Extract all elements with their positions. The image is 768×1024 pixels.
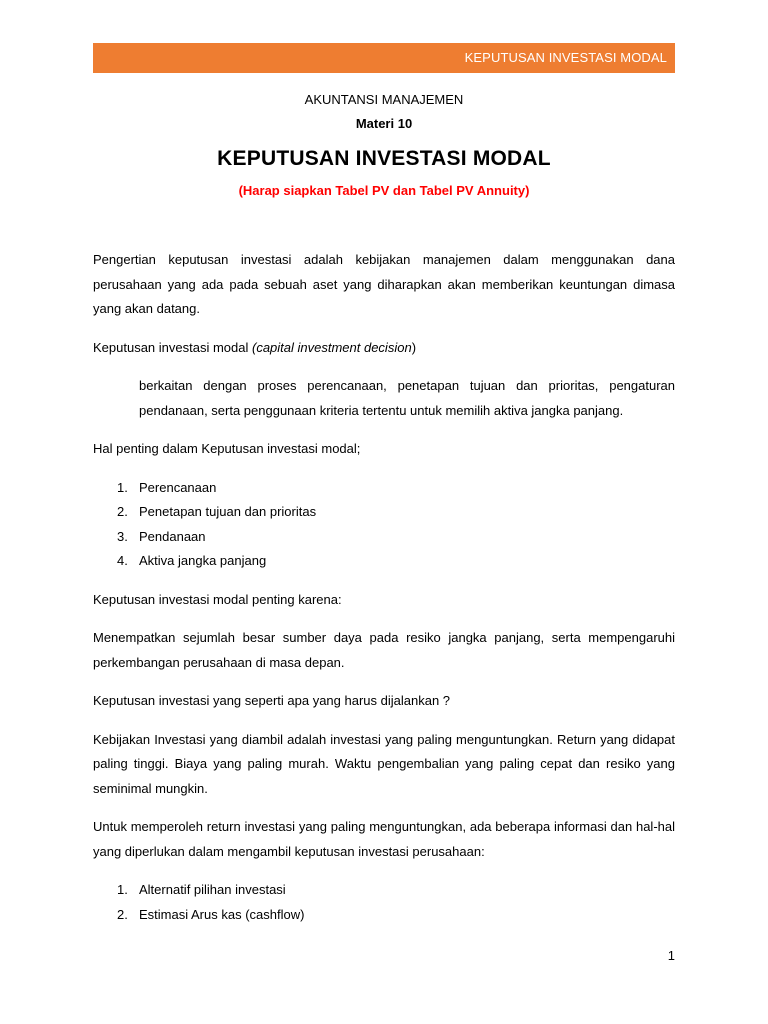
capital-intro-suffix: ) bbox=[411, 339, 417, 355]
list-number: 2. bbox=[117, 906, 128, 922]
capital-intro bbox=[93, 336, 675, 361]
list-item bbox=[93, 549, 675, 574]
list-text: Perencanaan bbox=[139, 479, 217, 495]
preparation-note: (Harap siapkan Tabel PV dan Tabel PV Annuity) bbox=[238, 183, 530, 198]
list-item bbox=[93, 903, 675, 928]
important-list bbox=[93, 476, 675, 574]
course-name: AKUNTANSI MANAJEMEN bbox=[304, 92, 464, 107]
policy-paragraph: Kebijakan Investasi yang diambil adalah investasi yang paling menguntungkan. Return yang didapat paling tinggi. Biaya yang paling murah. Waktu pengembalian yang paling cepat dan resiko yang seminimal mungkin. bbox=[93, 731, 675, 796]
list-item bbox=[93, 500, 675, 525]
list-number: 4. bbox=[117, 553, 128, 568]
running-title: KEPUTUSAN INVESTASI MODAL bbox=[464, 50, 667, 65]
why-heading: Keputusan investasi modal penting karena: bbox=[93, 591, 342, 607]
list-item bbox=[93, 525, 675, 550]
list-item bbox=[93, 878, 675, 903]
document-body bbox=[93, 88, 675, 927]
question-line: Keputusan investasi yang seperti apa yang harus dijalankan ? bbox=[93, 693, 451, 708]
return-paragraph: Untuk memperoleh return investasi yang paling menguntungkan, ada beberapa informasi dan hal-hal yang diperlukan dalam mengambil keputusan investasi perusahaan: bbox=[93, 819, 675, 859]
capital-intro-term: (capital investment decision bbox=[251, 339, 412, 355]
why-paragraph: Menempatkan sejumlah besar sumber daya pada resiko jangka panjang, serta mempengaruhi perkembangan perusahaan di masa depan. bbox=[93, 630, 675, 670]
important-heading: Hal penting dalam Keputusan investasi modal; bbox=[93, 441, 361, 456]
list-number: 1. bbox=[117, 479, 128, 495]
definition-paragraph: Pengertian keputusan investasi adalah kebijakan manajemen dalam menggunakan dana perusahaan yang ada pada sebuah aset yang diharapkan akan memberikan keuntungan dimasa yang akan datang. bbox=[93, 252, 675, 316]
page-title: KEPUTUSAN INVESTASI MODAL bbox=[217, 147, 551, 170]
capital-description: berkaitan dengan proses perencanaan, penetapan tujuan dan prioritas, pengaturan pendanaan, serta penggunaan kriteria tertentu untuk memilih aktiva jangka panjang. bbox=[139, 378, 675, 418]
list-text: Aktiva jangka panjang bbox=[139, 553, 267, 568]
page-number: 1 bbox=[667, 948, 675, 963]
materi-label: Materi 10 bbox=[355, 116, 413, 131]
list-number: 3. bbox=[117, 528, 128, 544]
list-number: 1. bbox=[117, 882, 128, 897]
list-text: Estimasi Arus kas (cashflow) bbox=[139, 906, 305, 922]
header-bar bbox=[93, 43, 675, 73]
list-number: 2. bbox=[117, 504, 128, 519]
capital-intro-prefix: Keputusan investasi modal bbox=[93, 339, 252, 355]
list-text: Penetapan tujuan dan prioritas bbox=[139, 504, 317, 519]
list-text: Alternatif pilihan investasi bbox=[139, 882, 286, 897]
list-text: Pendanaan bbox=[139, 528, 206, 544]
list-item bbox=[93, 476, 675, 501]
info-list bbox=[93, 878, 675, 927]
